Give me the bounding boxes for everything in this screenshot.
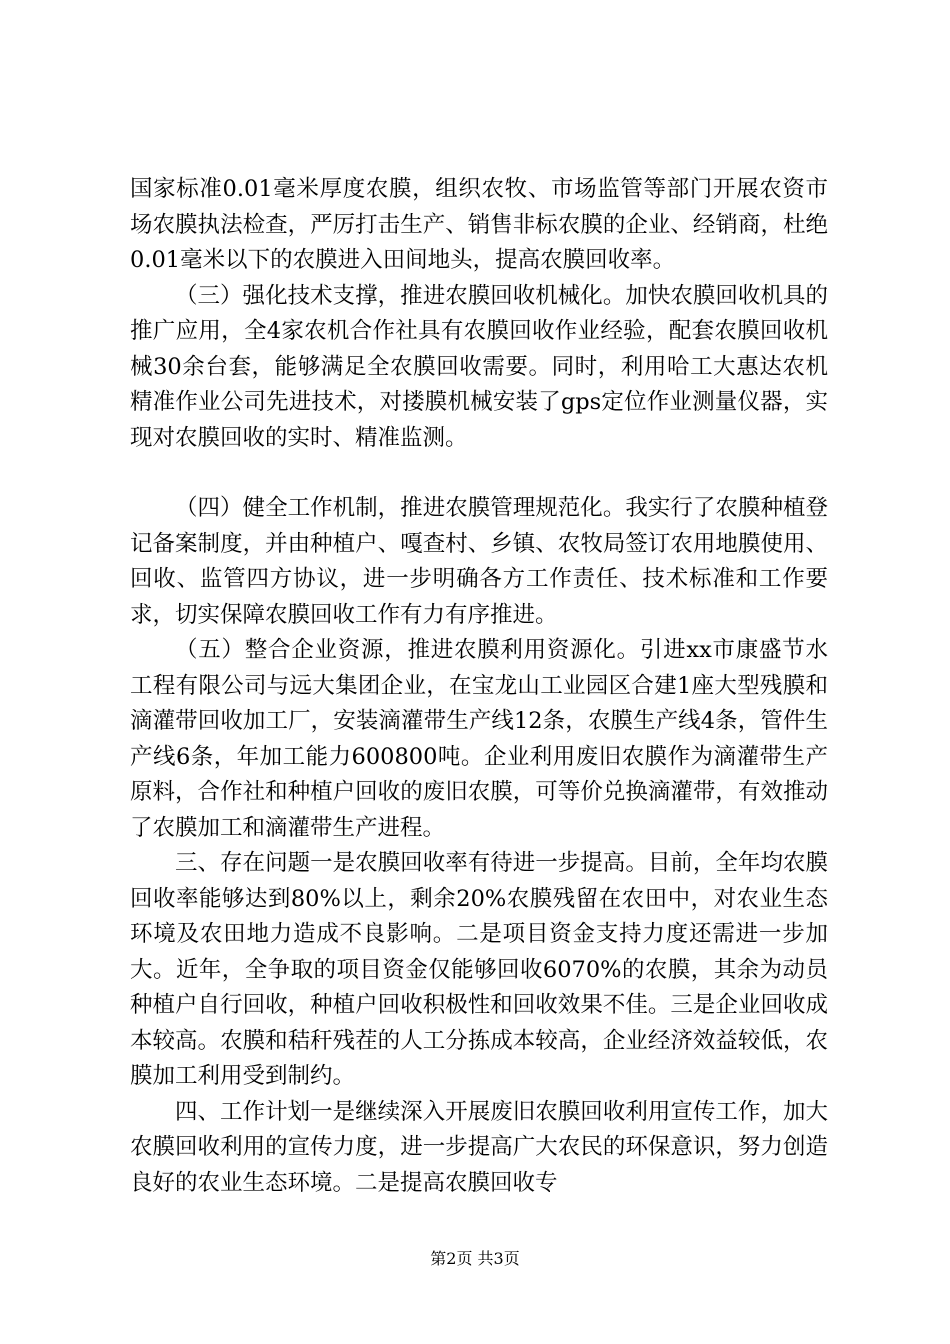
paragraph-section-3: （三）强化技术支撑，推进农膜回收机械化。加快农膜回收机具的推广应用，全4家农机合作社具有农膜回收作业经验，配套农膜回收机械30余台套，能够满足全农膜回收需要。同时，利用哈工大惠达农机精准作业公司先进技术，对搂膜机械安装了gps定位作业测量仪器，实现对农膜回收的实时、精准监测。 (130, 282, 828, 451)
paragraph-work-plan: 四、工作计划一是继续深入开展废旧农膜回收利用宣传工作，加大农膜回收利用的宣传力度，进一步提高广大农民的环保意识，努力创造良好的农业生态环境。二是提高农膜回收专 (130, 1098, 828, 1196)
paragraph-section-5: （五）整合企业资源，推进农膜利用资源化。引进xx市康盛节水工程有限公司与远大集团企业，在宝龙山工业园区合建1座大型残膜和滴灌带回收加工厂，安装滴灌带生产线12条，农膜生产线4条，管件生产线6条，年加工能力600800吨。企业利用废旧农膜作为滴灌带生产原料，合作社和种植户回收的废旧农膜，可等价兑换滴灌带，有效推动了农膜加工和滴灌带生产进程。 (130, 637, 828, 841)
paragraph-section-4: （四）健全工作机制，推进农膜管理规范化。我实行了农膜种植登记备案制度，并由种植户、嘎查村、乡镇、农牧局签订农用地膜使用、回收、监管四方协议，进一步明确各方工作责任、技术标准和工作要求，切实保障农膜回收工作有力有序推进。 (130, 495, 828, 628)
paragraph-problems: 三、存在问题一是农膜回收率有待进一步提高。目前，全年均农膜回收率能够达到80%以上，剩余20%农膜残留在农田中，对农业生态环境及农田地力造成不良影响。二是项目资金支持力度还需进一步加大。近年，全争取的项目资金仅能够回收6070%的农膜，其余为动员种植户自行回收，种植户回收积极性和回收效果不佳。三是企业回收成本较高。农膜和秸秆残茬的人工分拣成本较高，企业经济效益较低，农膜加工利用受到制约。 (130, 850, 828, 1089)
blank-line (130, 456, 828, 491)
page-footer: 第2页 共3页 (430, 1249, 520, 1268)
paragraph-continuation: 国家标准0.01毫米厚度农膜，组织农牧、市场监管等部门开展农资市场农膜执法检查，严厉打击生产、销售非标农膜的企业、经销商，杜绝0.01毫米以下的农膜进入田间地头，提高农膜回收率。 (130, 176, 828, 273)
document-body (130, 172, 828, 1201)
